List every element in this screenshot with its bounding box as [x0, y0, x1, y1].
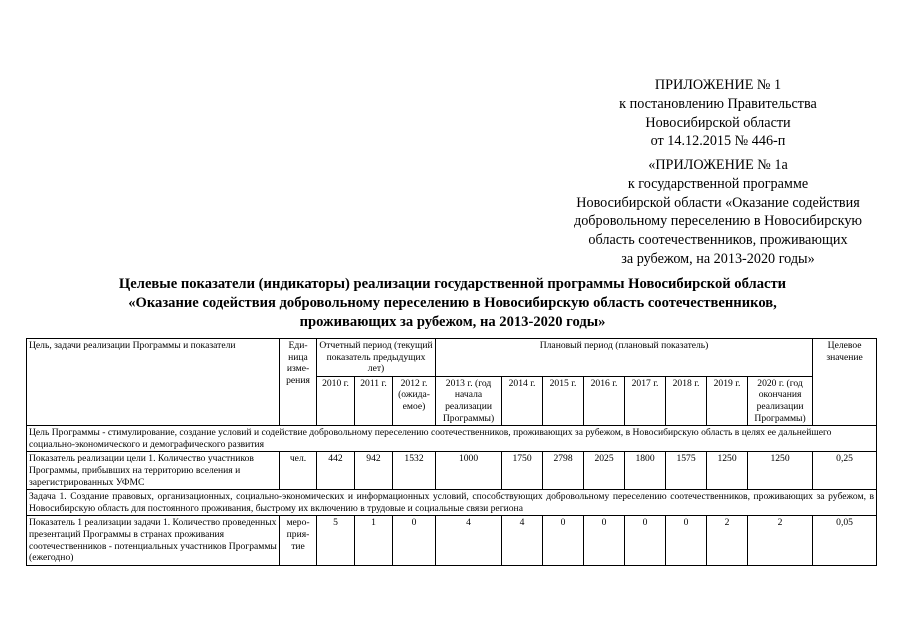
indicator-2-2017: 0 [625, 516, 666, 565]
indicator-2-2012: 0 [393, 516, 436, 565]
indicator-2-target: 0,05 [813, 516, 877, 565]
indicator-2-name: Показатель 1 реализации задачи 1. Количество проведенных презентаций Программы в странах проживания соотечественников - потенциальных участников Программы (ежегодно) [27, 516, 280, 565]
appendix-1a-line2: к государственной программе [627, 175, 809, 192]
indicator-2-2013: 4 [436, 516, 502, 565]
goal-row [27, 426, 877, 452]
header-year-2014: 2014 г. [502, 376, 543, 425]
indicator-1-2016: 2025 [584, 452, 625, 490]
appendix-1a-line5: область соотечественников, проживающих [588, 232, 848, 249]
indicator-2-2016: 0 [584, 516, 625, 565]
indicator-1-2015: 2798 [543, 452, 584, 490]
header-planned-period: Плановый период (плановый показатель) [436, 339, 813, 377]
header-year-2011: 2011 г. [355, 376, 393, 425]
indicator-2-unit: меро-прия-тие [280, 516, 317, 565]
header-goal-column: Цель, задачи реализации Программы и показатели [27, 339, 280, 426]
appendix-1-line1: ПРИЛОЖЕНИЕ № 1 [654, 77, 782, 93]
indicator-1-2018: 1575 [666, 452, 707, 490]
goal-row-text: Цель Программы - стимулирование, создание условий и содействие добровольному переселению соотечественников, проживающих за рубежом, в Новосибирскую область в целях ее дальнейшего социально-экономического и демографического развития [27, 426, 877, 452]
table-row [27, 452, 877, 490]
indicator-2-2020: 2 [748, 516, 813, 565]
appendix-1a-line6: за рубежом, на 2013-2020 годы» [621, 250, 815, 267]
appendix-1-line3: Новосибирской области [645, 114, 791, 131]
table-row [27, 516, 877, 565]
document-title-line1: Целевые показатели (индикаторы) реализации государственной программы Новосибирской области [118, 276, 787, 292]
indicator-1-target: 0,25 [813, 452, 877, 490]
indicator-1-name: Показатель реализации цели 1. Количество участников Программы, прибывших на территорию вселения и зарегистрированных УФМС [27, 452, 280, 490]
table-header-row-1 [27, 339, 877, 377]
indicator-1-2011: 942 [355, 452, 393, 490]
header-year-2020: 2020 г. (год окончания реализации Программы) [748, 376, 813, 425]
indicator-2-2019: 2 [707, 516, 748, 565]
indicator-1-unit: чел. [280, 452, 317, 490]
header-year-2016: 2016 г. [584, 376, 625, 425]
indicator-2-2018: 0 [666, 516, 707, 565]
header-year-2018: 2018 г. [666, 376, 707, 425]
header-unit-column: Еди-ница изме-рения [280, 339, 317, 426]
appendix-1-line2: к постановлению Правительства [619, 95, 817, 112]
appendix-1a-line3: Новосибирской области «Оказание содействия [576, 194, 860, 211]
indicator-2-2010: 5 [317, 516, 355, 565]
indicator-1-2020: 1250 [748, 452, 813, 490]
task-row [27, 490, 877, 516]
header-year-2012: 2012 г. (ожида-емое) [393, 376, 436, 425]
header-year-2013: 2013 г. (год начала реализации Программы) [436, 376, 502, 425]
indicator-1-2019: 1250 [707, 452, 748, 490]
appendix-1a-line4: добровольному переселению в Новосибирскую [573, 213, 863, 230]
document-title-line2: «Оказание содействия добровольному переселению в Новосибирскую область соотечественников, [128, 295, 777, 311]
document-title [40, 275, 865, 332]
appendix-1-block [588, 76, 848, 151]
header-year-2015: 2015 г. [543, 376, 584, 425]
header-year-2017: 2017 г. [625, 376, 666, 425]
header-year-2010: 2010 г. [317, 376, 355, 425]
appendix-1a-line1: «ПРИЛОЖЕНИЕ № 1а [648, 157, 788, 173]
appendix-1-line4: от 14.12.2015 № 446-п [650, 133, 786, 150]
document-title-line3: проживающих за рубежом, на 2013-2020 годы» [299, 314, 606, 330]
indicator-2-2015: 0 [543, 516, 584, 565]
header-year-2019: 2019 г. [707, 376, 748, 425]
indicator-1-2010: 442 [317, 452, 355, 490]
indicator-1-2017: 1800 [625, 452, 666, 490]
task-row-text: Задача 1. Создание правовых, организационных, социально-экономических и информационных условий, способствующих добровольному переселению соотечественников, проживающих за рубежом, в Новосибирскую область для постоянного проживания, быстрому их включению в трудовые и социальные связи региона [27, 490, 877, 516]
indicator-1-2012: 1532 [393, 452, 436, 490]
header-target-value: Целевое значение [813, 339, 877, 426]
header-reporting-period: Отчетный период (текущий показатель предыдущих лет) [317, 339, 436, 377]
indicators-table [26, 338, 877, 566]
indicator-1-2014: 1750 [502, 452, 543, 490]
indicator-2-2011: 1 [355, 516, 393, 565]
appendix-1a-block [548, 156, 888, 269]
indicator-2-2014: 4 [502, 516, 543, 565]
indicator-1-2013: 1000 [436, 452, 502, 490]
